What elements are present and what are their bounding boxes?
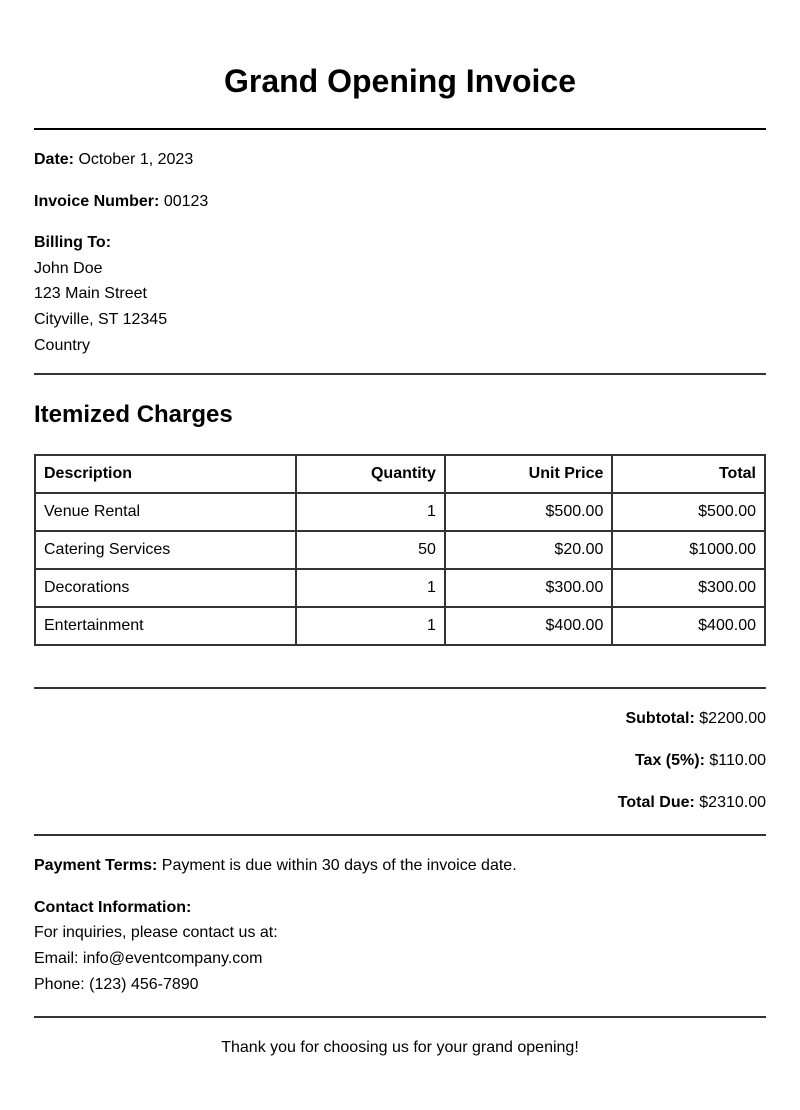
title-divider xyxy=(34,128,766,130)
contact-line: For inquiries, please contact us at: xyxy=(34,924,278,941)
cell-quantity: 1 xyxy=(296,493,445,531)
column-header-quantity: Quantity xyxy=(296,455,445,493)
invoice-number-label: Invoice Number: xyxy=(34,193,160,210)
table-row xyxy=(35,607,765,645)
payment-terms-label: Payment Terms: xyxy=(34,857,158,874)
billing-line: Cityville, ST 12345 xyxy=(34,311,168,328)
cell-description: Decorations xyxy=(35,569,296,607)
billing-line: John Doe xyxy=(34,260,103,277)
column-header-total: Total xyxy=(612,455,765,493)
payment-terms-text: Payment is due within 30 days of the invoice date. xyxy=(161,857,517,874)
table-row xyxy=(35,531,765,569)
billing-line: Country xyxy=(34,337,91,354)
table-divider xyxy=(34,687,766,689)
contact-label xyxy=(34,898,191,918)
cell-total: $300.00 xyxy=(612,569,765,607)
table-header-row xyxy=(35,455,765,493)
total-due-value: $2310.00 xyxy=(699,794,766,811)
charges-table xyxy=(34,454,766,646)
cell-total: $1000.00 xyxy=(612,531,765,569)
cell-quantity: 50 xyxy=(296,531,445,569)
footer-divider xyxy=(34,1016,766,1018)
tax-value: $110.00 xyxy=(709,752,766,769)
billing-divider xyxy=(34,373,766,375)
column-header-description: Description xyxy=(35,455,296,493)
subtotal-label: Subtotal: xyxy=(625,710,695,727)
table-row xyxy=(35,569,765,607)
invoice-number-value: 00123 xyxy=(163,193,209,210)
cell-description: Entertainment xyxy=(35,607,296,645)
total-due-label: Total Due: xyxy=(617,794,695,811)
billing-label-text: Billing To: xyxy=(34,234,112,251)
billing-line: 123 Main Street xyxy=(34,285,147,302)
itemized-charges-heading: Itemized Charges xyxy=(34,401,233,428)
cell-description: Venue Rental xyxy=(35,493,296,531)
cell-description: Catering Services xyxy=(35,531,296,569)
cell-unit-price: $400.00 xyxy=(445,607,613,645)
cell-total: $400.00 xyxy=(612,607,765,645)
total-due xyxy=(618,793,766,813)
contact-label-text: Contact Information: xyxy=(34,899,192,916)
invoice-number xyxy=(34,192,208,212)
subtotal xyxy=(625,709,766,729)
billing-label xyxy=(34,233,111,253)
table-row xyxy=(35,493,765,531)
payment-terms xyxy=(34,856,517,876)
cell-total: $500.00 xyxy=(612,493,765,531)
date-label: Date: xyxy=(34,151,75,168)
totals-divider xyxy=(34,834,766,836)
date-value: October 1, 2023 xyxy=(78,151,194,168)
invoice-title: Grand Opening Invoice xyxy=(223,63,577,99)
footer-message: Thank you for choosing us for your grand opening! xyxy=(221,1039,579,1056)
column-header-unit-price: Unit Price xyxy=(445,455,613,493)
cell-unit-price: $20.00 xyxy=(445,531,613,569)
contact-email: Email: info@eventcompany.com xyxy=(34,950,263,967)
cell-unit-price: $500.00 xyxy=(445,493,613,531)
subtotal-value: $2200.00 xyxy=(699,710,766,727)
cell-quantity: 1 xyxy=(296,569,445,607)
cell-quantity: 1 xyxy=(296,607,445,645)
tax-label: Tax (5%): xyxy=(634,752,705,769)
cell-unit-price: $300.00 xyxy=(445,569,613,607)
contact-phone: Phone: (123) 456-7890 xyxy=(34,976,199,993)
invoice-date xyxy=(34,150,193,170)
tax xyxy=(635,751,766,771)
